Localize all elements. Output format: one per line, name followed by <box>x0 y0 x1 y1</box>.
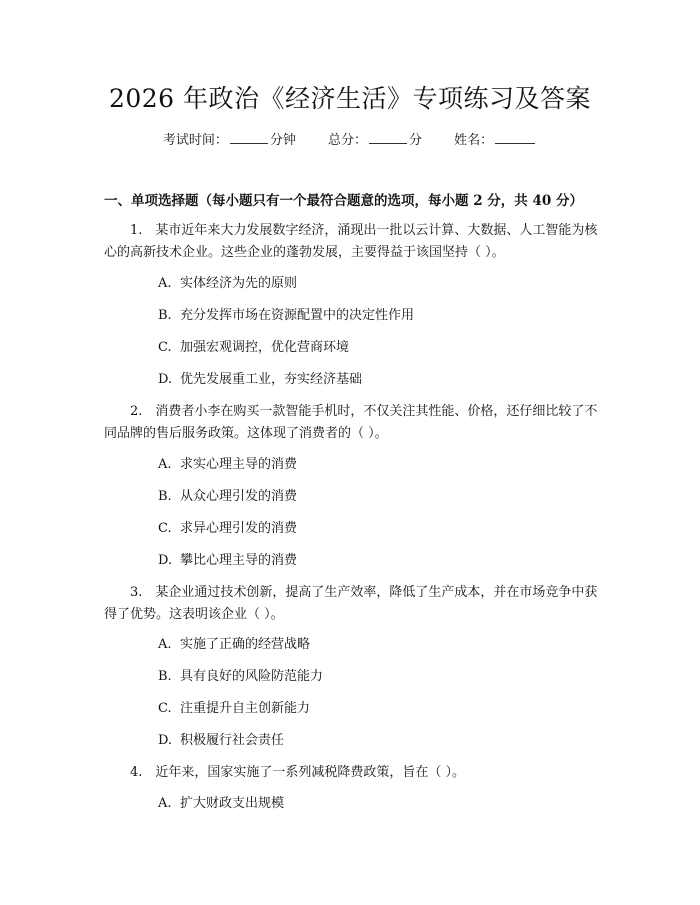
option-text: 积极履行社会责任 <box>180 733 285 748</box>
option-letter: C. <box>158 701 172 716</box>
option-letter: C. <box>158 521 172 536</box>
option-text: 优先发展重工业，夯实经济基础 <box>180 372 363 387</box>
option-item <box>158 635 598 655</box>
question-stem: 2. 消费者小李在购买一款智能手机时，不仅关注其性能、价格，还仔细比较了不同品牌的售后服务政策。这体现了消费者的（ ）。 <box>104 404 598 441</box>
option-item <box>158 338 598 358</box>
option-letter: D. <box>158 372 173 387</box>
option-item <box>158 306 598 326</box>
option-item <box>158 370 598 390</box>
option-text: 从众心理引发的消费 <box>180 489 298 504</box>
name-blank <box>495 131 535 144</box>
option-text: 实施了正确的经营战略 <box>180 637 311 652</box>
page-title: 2026 年政治《经济生活》专项练习及答案 <box>108 84 592 113</box>
option-letter: B. <box>158 489 172 504</box>
option-letter: D. <box>158 553 173 568</box>
option-text: 扩大财政支出规模 <box>180 796 285 811</box>
name-field <box>454 133 537 148</box>
option-item <box>158 551 598 571</box>
option-item <box>158 699 598 719</box>
option-letter: B. <box>158 669 172 684</box>
option-text: 注重提升自主创新能力 <box>180 701 311 716</box>
option-letter: A. <box>158 457 172 472</box>
option-text: 充分发挥市场在资源配置中的决定性作用 <box>180 308 415 323</box>
option-text: 实体经济为先的原则 <box>180 276 298 291</box>
option-letter: A. <box>158 637 172 652</box>
exam-time-unit: 分钟 <box>269 133 296 148</box>
question-stem: 4. 近年来，国家实施了一系列减税降费政策，旨在（ ）。 <box>130 765 466 780</box>
option-text: 具有良好的风险防范能力 <box>180 669 324 684</box>
option-letter: C. <box>158 340 172 355</box>
exam-time-field <box>163 133 300 148</box>
option-item <box>158 794 598 814</box>
question-stem: 1. 某市近年来大力发展数字经济，涌现出一批以云计算、大数据、人工智能为核心的高新技术企业。这些企业的蓬勃发展，主要得益于该国坚持（ ）。 <box>104 223 598 260</box>
option-item <box>158 519 598 539</box>
option-item <box>158 487 598 507</box>
option-text: 攀比心理主导的消费 <box>180 553 298 568</box>
exam-meta <box>0 131 700 151</box>
option-item <box>158 274 598 294</box>
total-score-field <box>328 133 426 148</box>
question-stem: 3. 某企业通过技术创新，提高了生产效率，降低了生产成本，并在市场竞争中获得了优势。这表明该企业（ ）。 <box>104 585 598 622</box>
total-score-unit: 分 <box>409 133 423 148</box>
option-item <box>158 455 598 475</box>
total-score-blank <box>369 131 407 144</box>
option-text: 求异心理引发的消费 <box>180 521 298 536</box>
total-score-label: 总分： <box>327 133 367 148</box>
option-text: 求实心理主导的消费 <box>180 457 298 472</box>
option-text: 加强宏观调控，优化营商环境 <box>180 340 350 355</box>
option-letter: B. <box>158 308 172 323</box>
exam-time-label: 考试时间： <box>162 133 228 148</box>
option-item <box>158 667 598 687</box>
name-label: 姓名： <box>454 133 494 148</box>
option-letter: A. <box>158 276 172 291</box>
section-heading: 一、单项选择题（每小题只有一个最符合题意的选项，每小题 2 分，共 40 分） <box>104 193 583 209</box>
option-letter: D. <box>158 733 173 748</box>
exam-time-blank <box>230 131 268 144</box>
option-letter: A. <box>158 796 172 811</box>
option-item <box>158 731 598 751</box>
